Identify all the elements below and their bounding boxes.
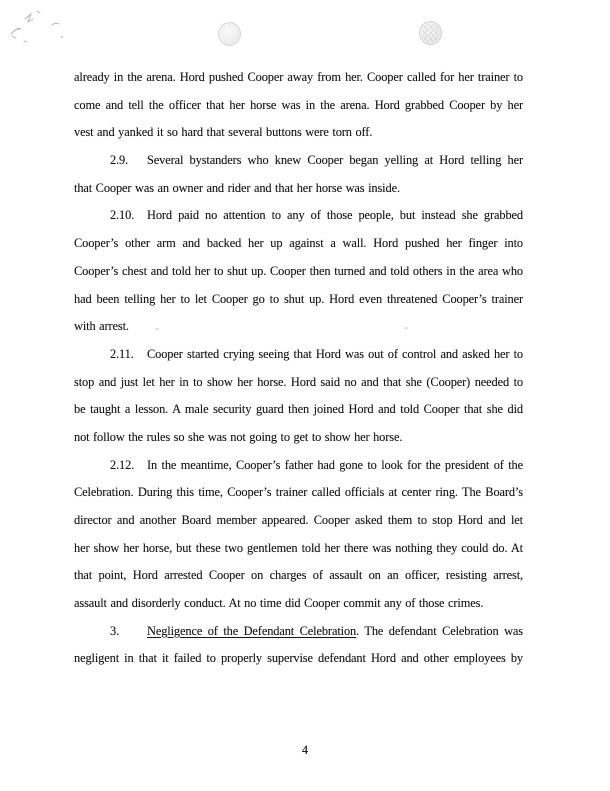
line-text: vest and yanked it so hard that several buttons were torn off. <box>74 125 373 140</box>
paragraph-number: 2.11. <box>110 346 134 361</box>
line-text: had been telling her to let Cooper go to shut up. Hord even threatened Cooper’s trainer <box>74 291 523 306</box>
line-text: that Cooper was an owner and rider and that her horse was inside. <box>74 180 400 195</box>
document-line <box>74 147 523 175</box>
line-text: be taught a lesson. A male security guard then joined Hord and told Cooper that she did <box>74 402 523 417</box>
underlined-heading-text: Negligence of the Defendant Celebration <box>147 623 357 638</box>
document-line <box>74 119 523 147</box>
document-line <box>74 479 523 507</box>
line-text: already in the arena. Hord pushed Cooper away from her. Cooper called for her trainer to <box>74 70 523 84</box>
line-text: Hord paid no attention to any of those people, but instead she grabbed <box>147 208 523 223</box>
document-line <box>74 369 523 397</box>
document-line <box>74 286 523 314</box>
pencil-scribble-marks <box>3 3 113 53</box>
line-text: assault and disorderly conduct. At no time did Cooper commit any of those crimes. <box>74 596 484 611</box>
line-text: stop and just let her in to show her horse. Hord said no and that she (Cooper) needed to <box>74 374 523 389</box>
paragraph-number: 2.12. <box>110 457 135 472</box>
line-text: In the meantime, Cooper’s father had gone to look for the president of the <box>147 457 523 472</box>
document-line <box>74 258 523 286</box>
line-text: Cooper’s chest and told her to shut up. Cooper then turned and told others in the area who <box>74 263 523 278</box>
line-text: Cooper’s other arm and backed her up against a wall. Hord pushed her finger into <box>74 236 523 251</box>
document-line <box>74 341 523 369</box>
document-line <box>74 590 523 618</box>
line-text: Celebration. During this time, Cooper’s trainer called officials at center ring. The Board’s <box>74 485 523 500</box>
line-text: come and tell the officer that her horse was in the arena. Hord grabbed Cooper by her <box>74 97 523 112</box>
punch-hole-left <box>218 22 241 46</box>
line-text: director and another Board member appeared. Cooper asked them to stop Hord and let <box>74 513 523 527</box>
line-text: Cooper started crying seeing that Hord was out of control and asked her to <box>147 346 523 361</box>
line-text: her show her horse, but these two gentlemen told her there was nothing they could do. At <box>74 540 523 555</box>
document-line <box>74 618 523 646</box>
line-text: with arrest. <box>74 319 129 334</box>
document-line <box>74 313 523 341</box>
line-text: . The defendant Celebration was <box>356 623 523 638</box>
paragraph-number: 2.10. <box>110 208 135 223</box>
punch-hole-right <box>419 21 442 45</box>
document-line <box>74 202 523 230</box>
line-text: not follow the rules so she was not going to get to show her horse. <box>74 429 403 444</box>
document-line <box>74 424 523 452</box>
paragraph-number: 3. <box>110 623 120 638</box>
document-line <box>74 64 523 92</box>
line-text: Several bystanders who knew Cooper began yelling at Hord telling her <box>147 153 523 168</box>
document-line <box>74 562 523 590</box>
document-line <box>74 645 523 673</box>
document-line <box>74 175 523 203</box>
text-block <box>74 64 523 673</box>
paragraph-number: 2.9. <box>110 153 129 168</box>
document-line <box>74 452 523 480</box>
document-line <box>74 507 523 535</box>
document-line <box>74 396 523 424</box>
line-text: negligent in that it failed to properly supervise defendant Hord and other employees by <box>74 651 523 666</box>
page-number: 4 <box>301 743 309 757</box>
document-line <box>74 230 523 258</box>
document-line <box>74 92 523 120</box>
line-text: that point, Hord arrested Cooper on charges of assault on an officer, resisting arrest, <box>74 568 523 583</box>
document-line <box>74 535 523 563</box>
